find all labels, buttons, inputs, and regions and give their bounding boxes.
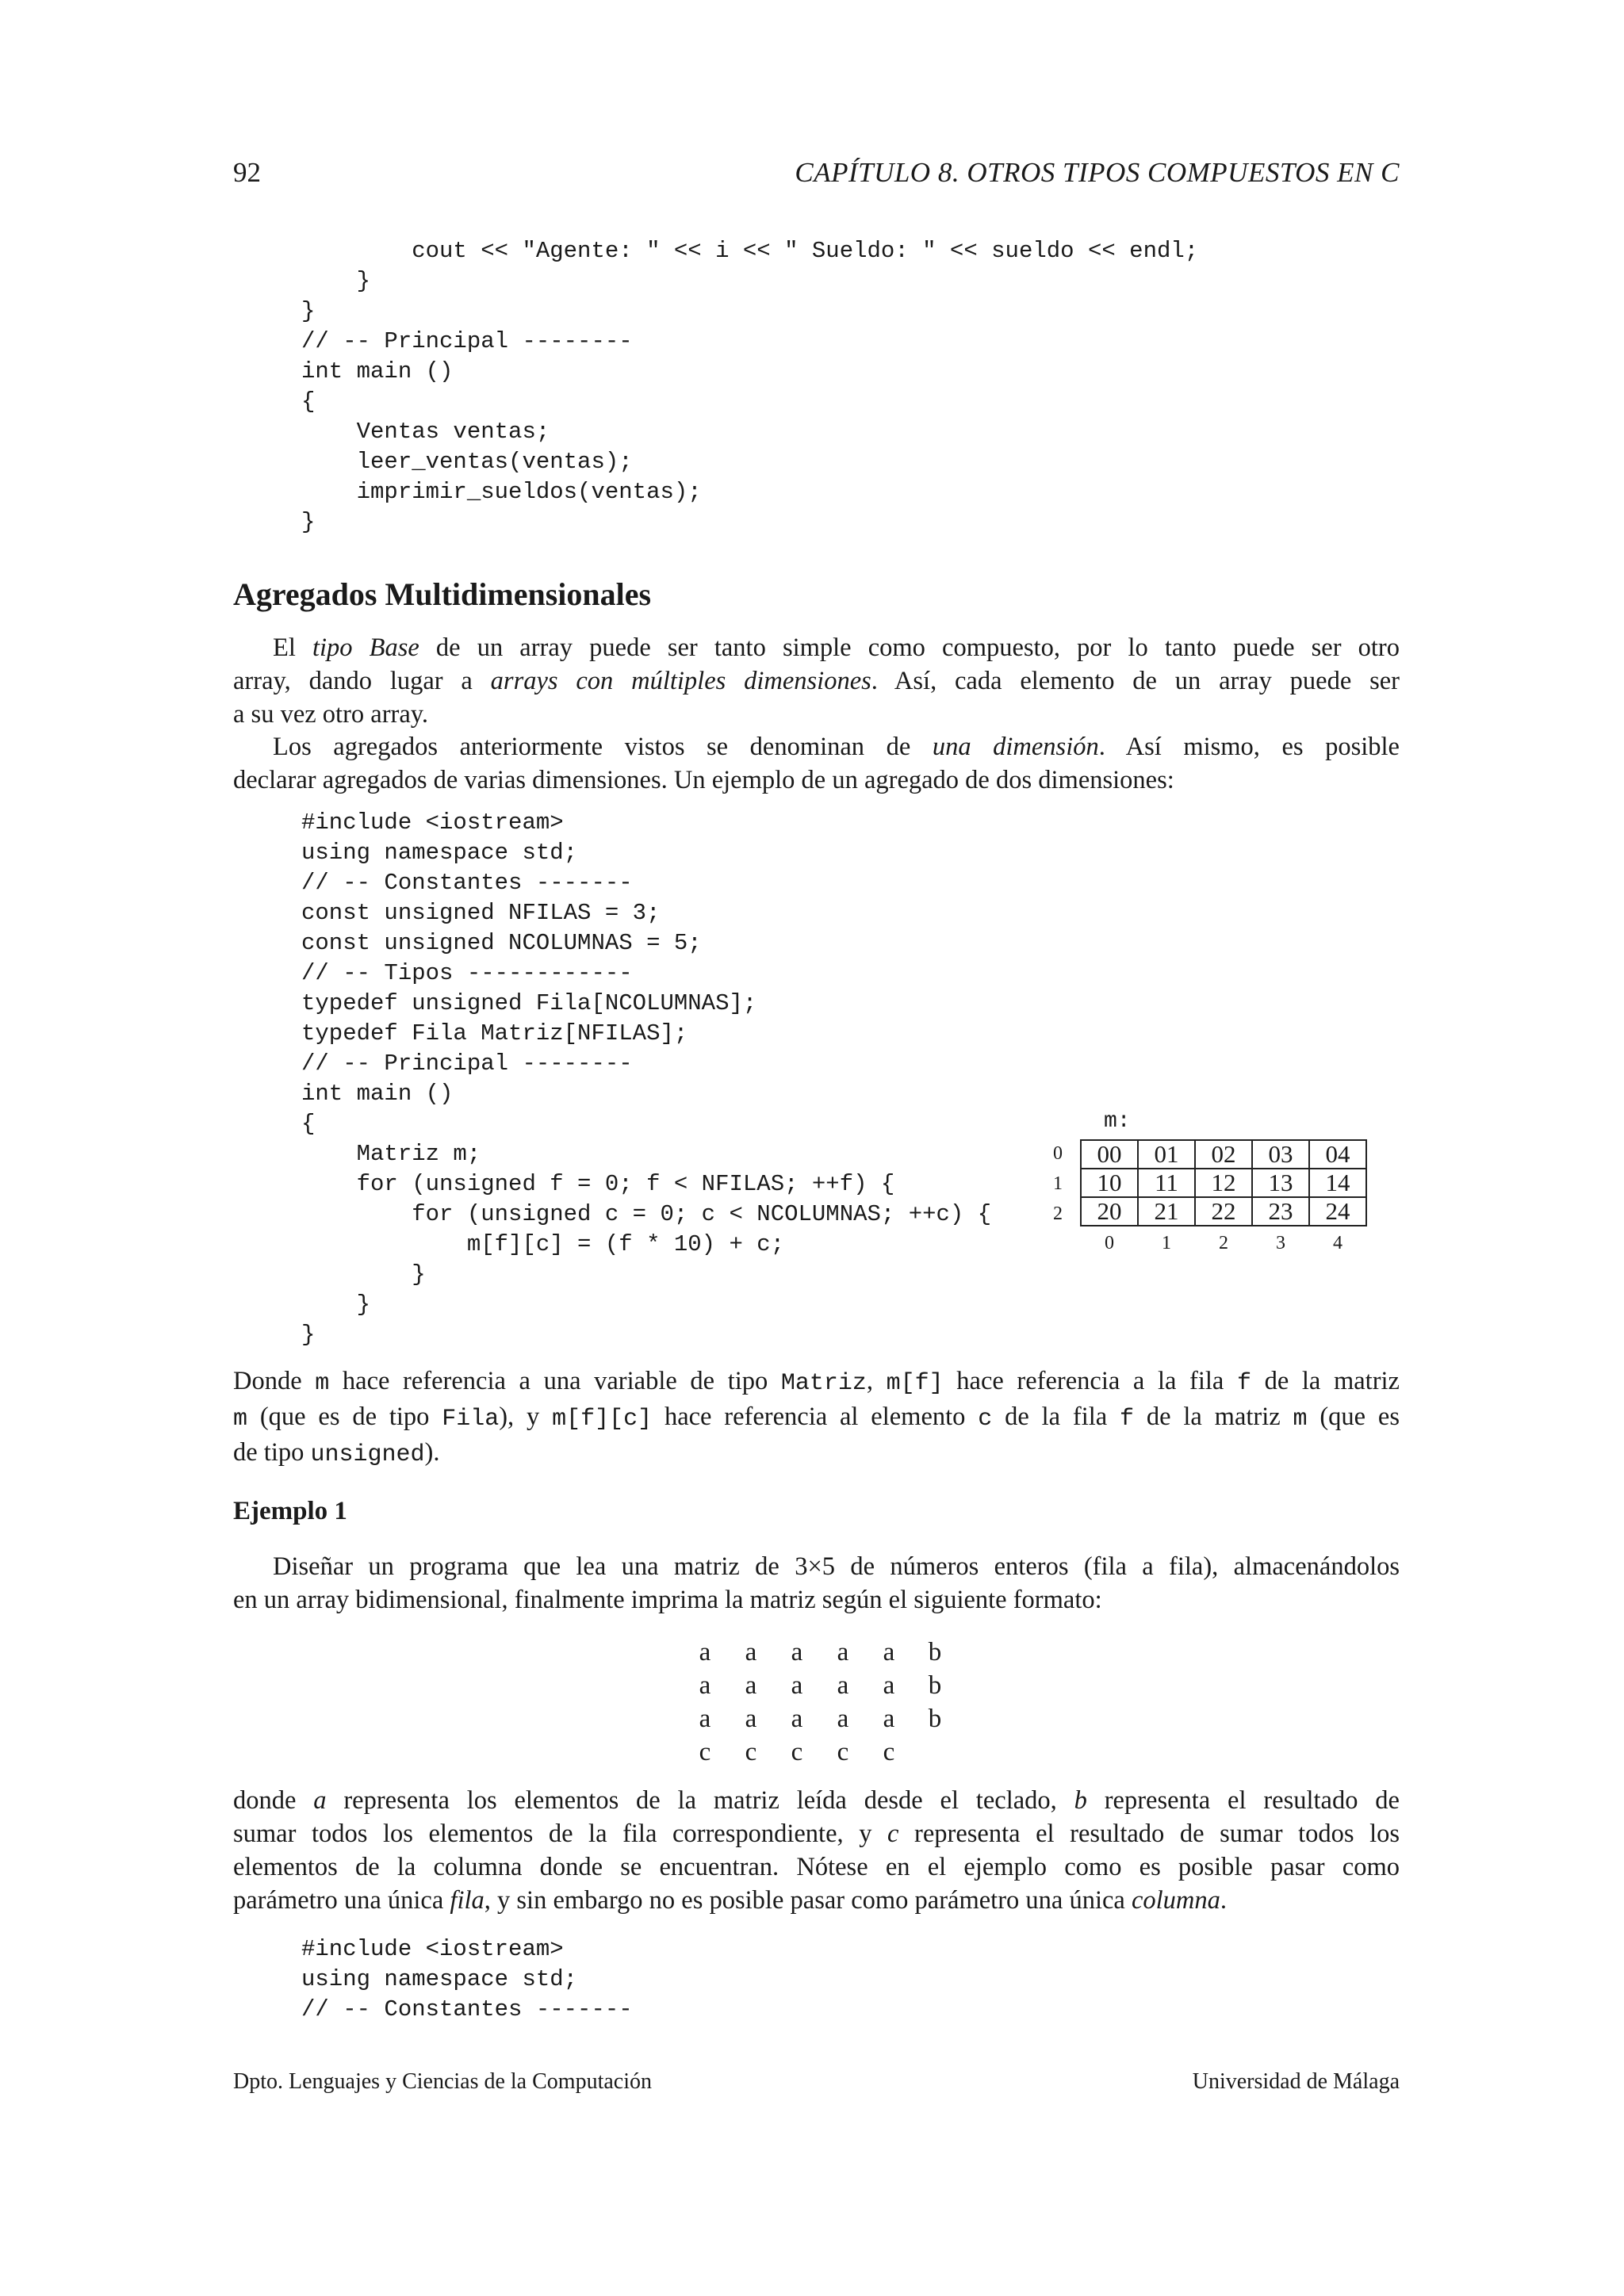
format-cell: c bbox=[791, 1738, 803, 1766]
format-cell: c bbox=[837, 1738, 849, 1766]
text: Donde bbox=[233, 1367, 316, 1395]
text: de la fila bbox=[992, 1402, 1120, 1431]
text: de tipo bbox=[233, 1438, 311, 1467]
text: array, dando lugar a bbox=[233, 667, 491, 695]
page-header bbox=[233, 157, 1400, 197]
row-index: 1 bbox=[1053, 1173, 1063, 1194]
matrix-cell: 12 bbox=[1195, 1169, 1252, 1197]
footer-university: Universidad de Málaga bbox=[1192, 2069, 1400, 2094]
text: hace referencia a una variable de tipo bbox=[329, 1367, 781, 1395]
section-title: Agregados Multidimensionales bbox=[233, 576, 652, 612]
text: . bbox=[1220, 1886, 1228, 1915]
matrix-table bbox=[1080, 1139, 1367, 1226]
emphasis: arrays con múltiples dimensiones bbox=[490, 667, 871, 695]
format-cell: c bbox=[745, 1738, 757, 1766]
matrix-cell: 22 bbox=[1195, 1197, 1252, 1226]
text: parámetro una única bbox=[233, 1886, 450, 1915]
text: , bbox=[866, 1367, 887, 1395]
matrix-row bbox=[1081, 1169, 1366, 1197]
text: de la matriz bbox=[1251, 1367, 1400, 1395]
code-block-1: cout << "Agente: " << i << " Sueldo: " << sueldo << endl; } } // -- Principal -------- int main () { Ventas ventas; leer_ventas(ventas); imprimir_sueldos(ventas); } bbox=[301, 238, 1199, 535]
text: . Así mismo, es posible bbox=[1098, 733, 1400, 761]
format-cell: a bbox=[837, 1671, 849, 1700]
subsection-title: Ejemplo 1 bbox=[233, 1497, 347, 1525]
text: donde bbox=[233, 1786, 314, 1815]
format-row bbox=[682, 1636, 958, 1669]
matrix-cell: 21 bbox=[1138, 1197, 1195, 1226]
emphasis: columna bbox=[1131, 1886, 1220, 1915]
matrix-cell: 11 bbox=[1138, 1169, 1195, 1197]
inline-code: c bbox=[978, 1406, 993, 1433]
row-index: 0 bbox=[1053, 1143, 1063, 1164]
format-cell: a bbox=[745, 1638, 757, 1667]
paragraph-format-explanation bbox=[233, 1784, 1400, 1917]
matrix-cell: 14 bbox=[1309, 1169, 1366, 1197]
format-cell: a bbox=[883, 1705, 895, 1733]
emphasis: una dimensión bbox=[932, 733, 1099, 761]
emphasis: fila bbox=[450, 1886, 485, 1915]
text: representa el resultado de bbox=[1086, 1786, 1400, 1815]
text: hace referencia al elemento bbox=[652, 1402, 979, 1431]
inline-code: m bbox=[1293, 1406, 1308, 1433]
inline-code: m bbox=[233, 1406, 248, 1433]
text: El bbox=[273, 633, 312, 662]
footer-department: Dpto. Lenguajes y Ciencias de la Computación bbox=[233, 2069, 652, 2094]
matrix-cell: 13 bbox=[1252, 1169, 1309, 1197]
format-cell: a bbox=[883, 1638, 895, 1667]
text: , y sin embargo no es posible pasar como parámetro una única bbox=[484, 1886, 1132, 1915]
inline-code: f bbox=[1120, 1406, 1135, 1433]
text: ). bbox=[424, 1438, 440, 1467]
format-cell: a bbox=[837, 1705, 849, 1733]
paragraph-explanation bbox=[233, 1364, 1400, 1471]
matrix-cell: 01 bbox=[1138, 1140, 1195, 1169]
matrix-cell: 00 bbox=[1081, 1140, 1138, 1169]
inline-code: Fila bbox=[442, 1406, 500, 1433]
inline-code: unsigned bbox=[310, 1441, 425, 1468]
format-row bbox=[682, 1669, 958, 1702]
format-cell: b bbox=[928, 1671, 942, 1700]
text: de la matriz bbox=[1134, 1402, 1293, 1431]
matrix-row bbox=[1081, 1140, 1366, 1169]
inline-code: m[f][c] bbox=[552, 1406, 653, 1433]
format-cell: a bbox=[791, 1671, 803, 1700]
column-index: 4 bbox=[1333, 1233, 1342, 1253]
paragraph-exercise bbox=[233, 1550, 1400, 1617]
text: en un array bidimensional, finalmente imprima la matriz según el siguiente formato: bbox=[233, 1586, 1102, 1614]
format-cell: c bbox=[883, 1738, 895, 1766]
text: Diseñar un programa que lea una matriz de 3×5 de números enteros (fila a fila), almacenándolos bbox=[273, 1552, 1400, 1581]
text: declarar agregados de varias dimensiones. Un ejemplo de un agregado de dos dimensiones: bbox=[233, 766, 1174, 794]
emphasis: a bbox=[313, 1786, 327, 1815]
column-index: 1 bbox=[1162, 1233, 1171, 1253]
text: Los agregados anteriormente vistos se denominan de bbox=[273, 733, 933, 761]
format-cell: a bbox=[699, 1671, 711, 1700]
row-index: 2 bbox=[1053, 1203, 1063, 1224]
column-index: 3 bbox=[1276, 1233, 1285, 1253]
chapter-title: CAPÍTULO 8. OTROS TIPOS COMPUESTOS EN C bbox=[795, 157, 1400, 188]
text: . Así, cada elemento de un array puede ser bbox=[871, 667, 1400, 695]
output-format-grid bbox=[682, 1636, 958, 1769]
matrix-row bbox=[1081, 1197, 1366, 1226]
format-cell: a bbox=[745, 1705, 757, 1733]
code-block-2: #include <iostream> using namespace std; // -- Constantes ------- const unsigned NFILAS = 3; const unsigned NCOLUMNAS = 5; // -- Tipos ------------ typedef unsigned Fila[NCOLUMNAS]; typedef Fila Matriz[NFILAS]; // -- Principal -------- int main () { Matriz m; for (unsigned f = 0; f < NFILAS; ++f) { for (unsigned c = 0; c < NCOLUMNAS; ++c) { m[f][c] = (f * 10) + c; } } } bbox=[301, 809, 992, 1348]
format-cell: c bbox=[699, 1738, 711, 1766]
text: (que es de tipo bbox=[247, 1402, 442, 1431]
text: elementos de la columna donde se encuentran. Nótese en el ejemplo como es posible pasar como bbox=[233, 1853, 1400, 1881]
text: hace referencia a la fila bbox=[943, 1367, 1237, 1395]
format-cell: a bbox=[745, 1671, 757, 1700]
inline-code: m[f] bbox=[886, 1370, 944, 1397]
format-cell: a bbox=[791, 1638, 803, 1667]
matrix-cell: 23 bbox=[1252, 1197, 1309, 1226]
emphasis: tipo Base bbox=[312, 633, 419, 662]
text: representa los elementos de la matriz leída desde el teclado, bbox=[326, 1786, 1074, 1815]
format-row bbox=[682, 1735, 958, 1769]
inline-code: Matriz bbox=[780, 1370, 867, 1397]
format-cell: a bbox=[837, 1638, 849, 1667]
matrix-cell: 04 bbox=[1309, 1140, 1366, 1169]
emphasis: b bbox=[1074, 1786, 1087, 1815]
text: ), y bbox=[499, 1402, 553, 1431]
paragraph-dimensions bbox=[233, 730, 1400, 797]
matrix-cell: 02 bbox=[1195, 1140, 1252, 1169]
code-block-3: #include <iostream> using namespace std; // -- Constantes ------- bbox=[301, 1936, 633, 2022]
matrix-cell: 03 bbox=[1252, 1140, 1309, 1169]
text: a su vez otro array. bbox=[233, 700, 429, 729]
matrix-name: m: bbox=[1104, 1109, 1131, 1134]
column-index: 0 bbox=[1105, 1233, 1114, 1253]
format-cell: a bbox=[791, 1705, 803, 1733]
text: de un array puede ser tanto simple como compuesto, por lo tanto puede ser otro bbox=[419, 633, 1400, 662]
inline-code: f bbox=[1236, 1370, 1251, 1397]
text: sumar todos los elementos de la fila correspondiente, y bbox=[233, 1820, 888, 1848]
format-cell: b bbox=[928, 1705, 942, 1733]
format-cell: a bbox=[699, 1705, 711, 1733]
format-cell: b bbox=[928, 1638, 942, 1667]
matrix-cell: 24 bbox=[1309, 1197, 1366, 1226]
paragraph-intro bbox=[233, 631, 1400, 731]
format-cell: a bbox=[699, 1638, 711, 1667]
matrix-cell: 20 bbox=[1081, 1197, 1138, 1226]
inline-code: m bbox=[315, 1370, 330, 1397]
format-cell: a bbox=[883, 1671, 895, 1700]
text: (que es bbox=[1307, 1402, 1400, 1431]
emphasis: c bbox=[887, 1820, 899, 1848]
text: representa el resultado de sumar todos los bbox=[898, 1820, 1400, 1848]
format-row bbox=[682, 1702, 958, 1735]
page-number: 92 bbox=[233, 157, 261, 188]
column-index: 2 bbox=[1219, 1233, 1228, 1253]
matrix-cell: 10 bbox=[1081, 1169, 1138, 1197]
